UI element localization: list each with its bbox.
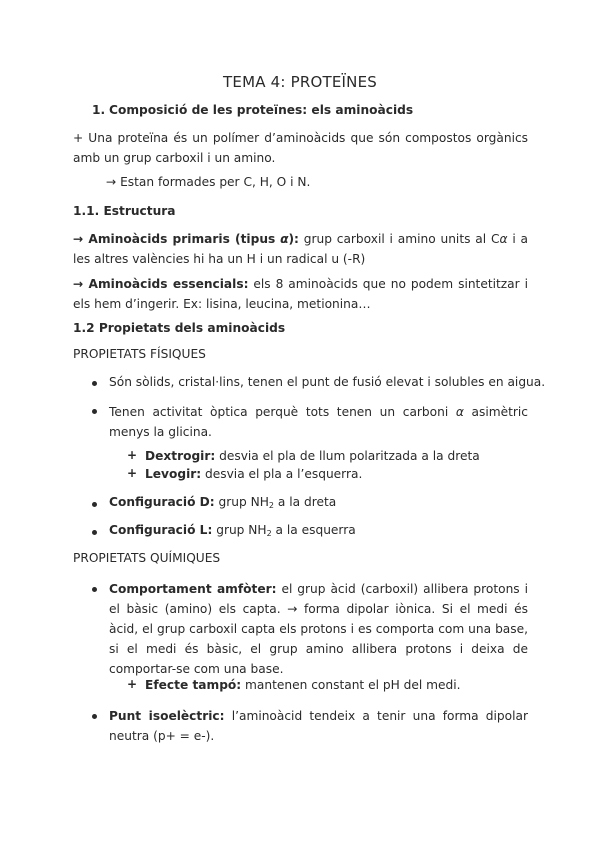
alpha-symbol: α [280,232,289,246]
amphoteric-text: el grup àcid (carboxil) allibera protons i el bàsic (amino) els capta. → forma dipolar iònica. Si el medi és àcid, el grup carboxil capta els protons i es comporta com una base, si el medi és bàsic, el grup amino allibera protons i deixa de comportar-se com una base. [109,582,528,676]
section-1-1-heading: 1.1. Estructura [73,204,176,218]
plus-icon: + [127,448,138,462]
alpha-symbol-3: α [455,405,464,419]
plus-icon: + [127,466,138,480]
levogir-text: desvia el pla a l’esquerra. [201,467,363,481]
bullet-icon [92,409,97,414]
configuration-l-item [109,523,356,538]
phys2-text-a: Tenen activitat òptica perquè tots tenen un carboni [109,405,456,419]
chemical-properties-heading: PROPIETATS QUÍMIQUES [73,551,221,565]
bullet-icon [92,587,97,592]
configuration-d-text: grup NH [214,495,269,509]
isoelectric-label: Punt isoelèctric: [109,709,225,723]
isoelectric-text: l’aminoàcid tendeix a tenir una forma dipolar neutra (p+ = e-). [109,709,528,743]
configuration-d-item [109,495,336,510]
configuration-d-end: a la dreta [274,495,337,509]
configuration-d-label: Configuració D: [109,495,215,509]
primary-text-b: i a les altres valències hi ha un H i un radical u (-R) [73,232,528,266]
intro-paragraph: + Una proteïna és un polímer d’aminoàcids que són compostos orgànics amb un grup carboxil i un amino. [73,131,528,165]
buffer-effect-label: Efecte tampó: [145,678,242,692]
configuration-l-label: Configuració L: [109,523,213,537]
buffer-effect-item [145,678,460,692]
bullet-icon [92,714,97,719]
amphoteric-label: Comportament amfòter: [109,582,277,596]
dextrogir-label: Dextrogir: [145,449,216,463]
buffer-effect-text: mantenen constant el pH del medi. [241,678,461,692]
alpha-symbol-2: α [499,232,508,246]
bullet-icon [92,502,97,507]
dextrogir-text: desvia el pla de llum polaritzada a la dreta [215,449,480,463]
primary-aminoacids-label: → Aminoàcids primaris (tipus [73,232,276,246]
isoelectric-paragraph [109,706,528,746]
essential-aminoacids-paragraph [73,274,528,314]
plus-icon: + [127,677,138,691]
bullet-icon [92,530,97,535]
physical-properties-heading: PROPIETATS FÍSIQUES [73,347,206,361]
subscript-2: 2 [268,501,275,510]
primary-label-end: ): [288,232,299,246]
levogir-label: Levogir: [145,467,202,481]
subscript-2: 2 [266,529,272,538]
section-1-heading: Composició de les proteïnes: els aminoàcids [109,103,414,117]
configuration-l-text: grup NH [212,523,267,537]
section-1-2-heading: 1.2 Propietats dels aminoàcids [73,321,286,335]
formed-by-line: → Estan formades per C, H, O i N. [106,175,311,189]
essential-aminoacids-label: → Aminoàcids essencials: [73,277,249,291]
amphoteric-paragraph [109,579,528,679]
essential-text: els 8 aminoàcids que no podem sintetitzar i els hem d’ingerir. Ex: lisina, leucina, metionina… [73,277,528,311]
primary-aminoacids-paragraph [73,229,528,269]
phys2-text-b: asimètric menys la glicina. [109,405,528,439]
physical-property-2 [109,402,528,442]
bullet-icon [92,381,97,386]
dextrogir-item [145,449,480,463]
primary-text-a: grup carboxil i amino units al C [298,232,500,246]
physical-property-1: Són sòlids, cristal·lins, tenen el punt de fusió elevat i solubles en aigua. [109,375,546,389]
page-title: TEMA 4: PROTEÏNES [223,73,377,91]
levogir-item [145,467,362,481]
section-1-number: 1. [92,103,106,117]
configuration-l-end: a la esquerra [271,523,356,537]
